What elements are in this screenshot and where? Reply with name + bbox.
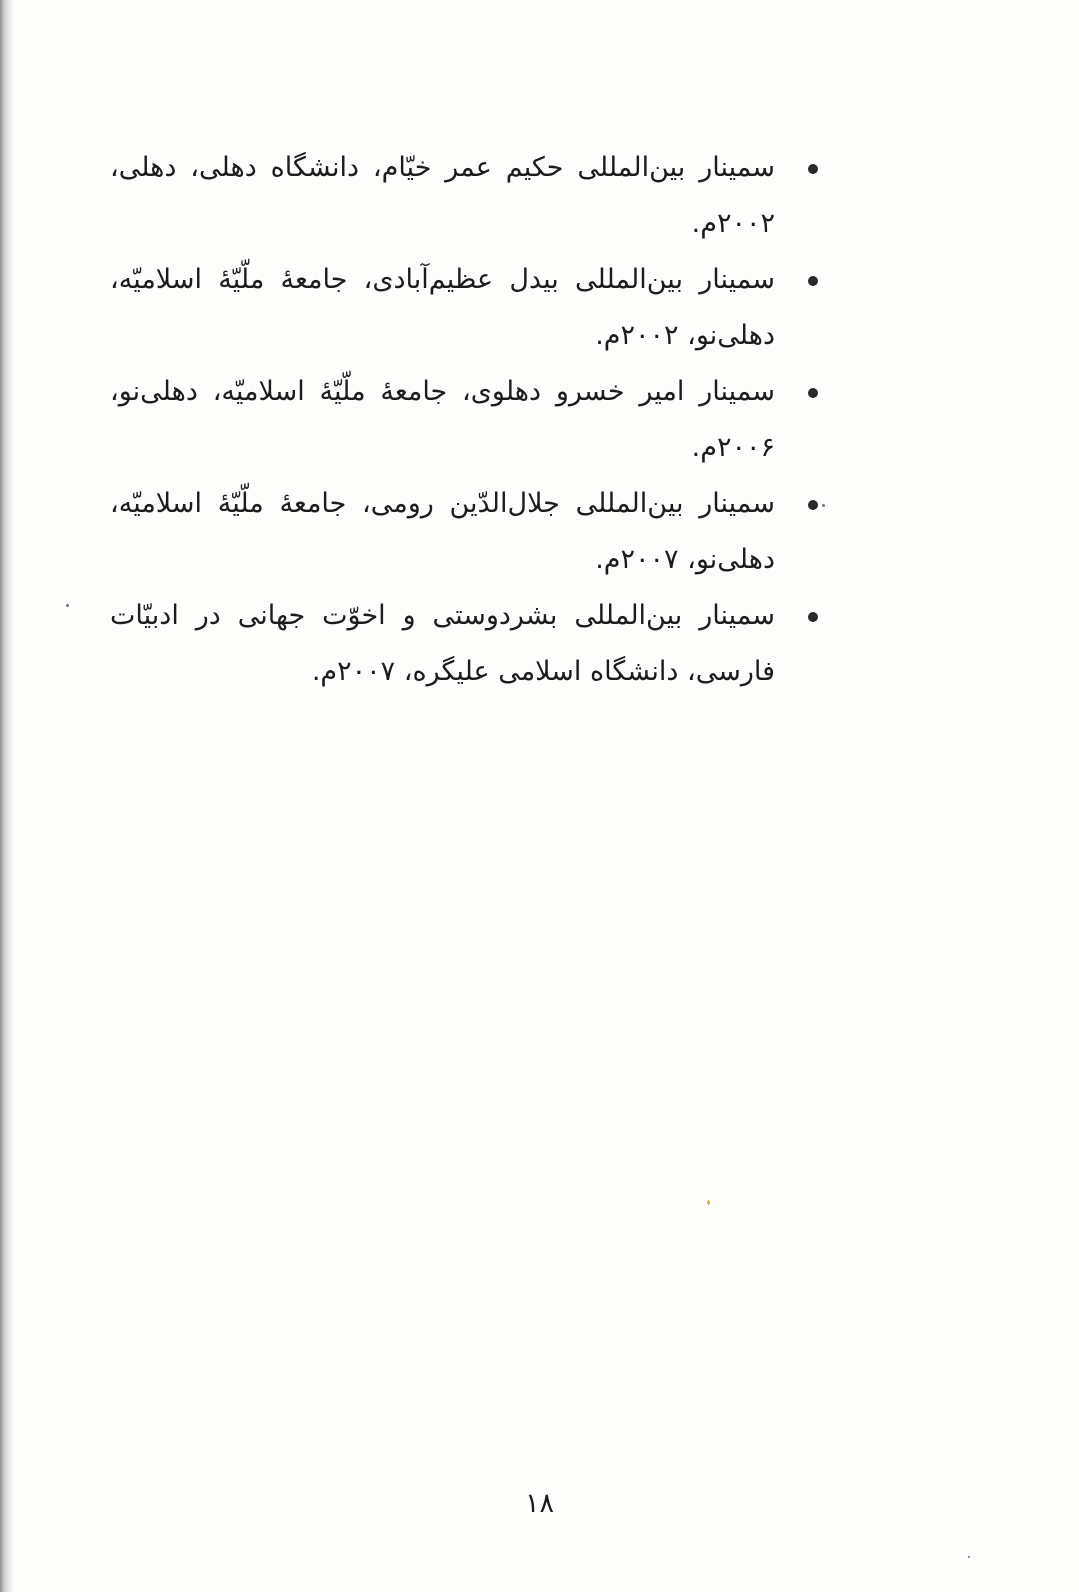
seminar-text: سمینار بین‌المللی بشردوستی و اخوّت جهانی در ادبیّات فارسی، دانشگاه اسلامی علیگره، ۲۰۰۷م. bbox=[110, 600, 775, 687]
list-item bbox=[110, 364, 830, 476]
page-number: ۱۸ bbox=[524, 1488, 554, 1519]
bullet-icon bbox=[808, 276, 818, 286]
scan-speck bbox=[968, 1556, 970, 1558]
seminar-list bbox=[110, 140, 830, 700]
scan-shadow-edge bbox=[0, 0, 14, 1592]
seminar-text: سمینار بین‌المللی حکیم عمر خیّام، دانشگاه دهلی، دهلی، ۲۰۰۲م. bbox=[110, 152, 775, 239]
seminar-text: سمینار بین‌المللی جلال‌الدّین رومی، جامعهٔ ملّیّهٔ اسلامیّه، دهلی‌نو، ۲۰۰۷م. bbox=[110, 488, 775, 575]
list-item bbox=[110, 588, 830, 700]
scan-speck bbox=[66, 604, 69, 607]
seminar-text: سمینار بین‌المللی بیدل عظیم‌آبادی، جامعهٔ ملّیّهٔ اسلامیّه، دهلی‌نو، ۲۰۰۲م. bbox=[110, 264, 775, 351]
scan-speck bbox=[707, 1200, 710, 1205]
bullet-icon bbox=[808, 500, 818, 510]
list-item bbox=[110, 476, 830, 588]
scan-speck bbox=[822, 504, 825, 507]
bullet-icon bbox=[808, 388, 818, 398]
list-item bbox=[110, 140, 830, 252]
bullet-icon bbox=[808, 164, 818, 174]
list-item bbox=[110, 252, 830, 364]
seminar-text: سمینار امیر خسرو دهلوی، جامعهٔ ملّیّهٔ اسلامیّه، دهلی‌نو، ۲۰۰۶م. bbox=[110, 376, 775, 463]
bullet-icon bbox=[808, 612, 818, 622]
